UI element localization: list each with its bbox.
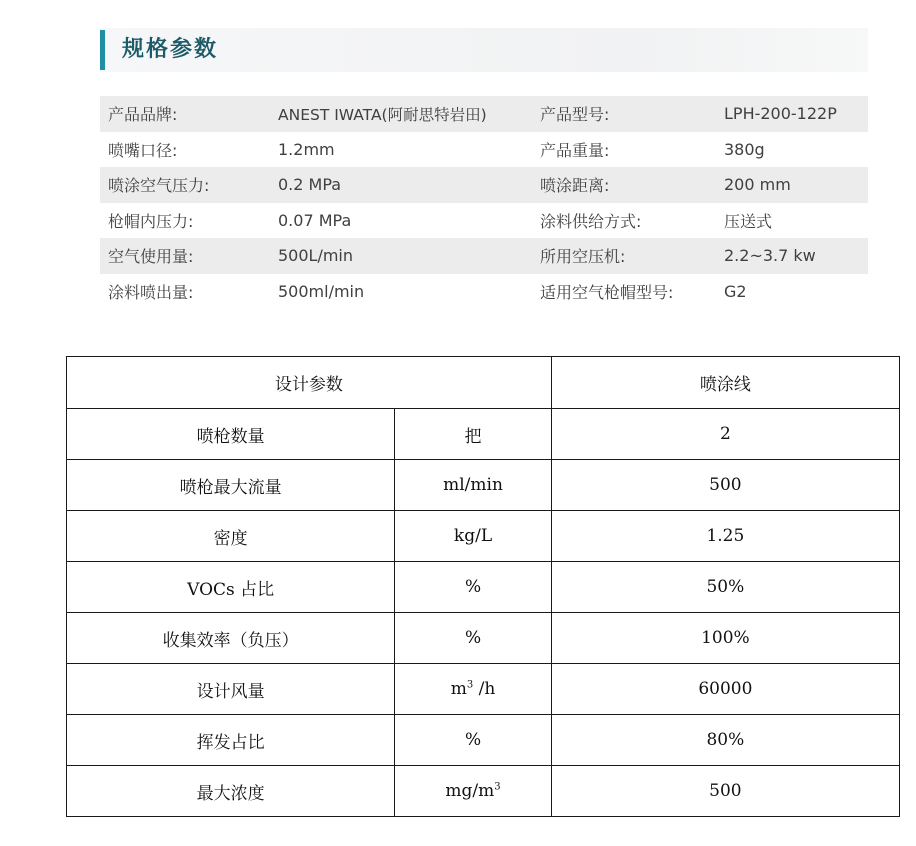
spec-value: 200 mm (724, 167, 868, 203)
unit-superscript: 3 (466, 679, 474, 691)
spec-row (100, 238, 868, 274)
spec-label: 喷嘴口径: (108, 140, 178, 160)
spec-value: 0.07 MPa (278, 210, 352, 230)
spec-value: 压送式 (724, 211, 773, 231)
spec-value: 0.2 MPa (278, 167, 540, 203)
param-value: 500 (551, 766, 899, 817)
spec-value: 500ml/min (278, 281, 365, 301)
param-unit: % (395, 562, 551, 613)
table-row (67, 664, 900, 715)
table-row (67, 562, 900, 613)
param-unit (395, 766, 551, 817)
table-row (67, 766, 900, 817)
param-value: 60000 (551, 664, 899, 715)
param-value: 100% (551, 613, 899, 664)
table-row (67, 511, 900, 562)
spec-label: 喷涂距离: (540, 167, 724, 203)
spec-label: 喷涂空气压力: (100, 167, 278, 203)
spec-section-header (100, 28, 868, 72)
param-unit: ml/min (395, 460, 551, 511)
param-unit: 把 (395, 409, 551, 460)
param-name: 最大浓度 (67, 766, 395, 817)
table-row (67, 409, 900, 460)
spec-value: ANEST IWATA(阿耐思特岩田) (278, 96, 540, 132)
param-value: 1.25 (551, 511, 899, 562)
param-value: 2 (551, 409, 899, 460)
unit-superscript: 3 (494, 781, 501, 793)
param-unit: % (395, 715, 551, 766)
spec-label: 产品品牌: (100, 96, 278, 132)
param-value: 50% (551, 562, 899, 613)
param-name: 设计风量 (67, 664, 395, 715)
param-name: 收集效率（负压） (67, 613, 395, 664)
spec-label: 产品重量: (540, 140, 610, 160)
design-header-param: 设计参数 (67, 357, 552, 409)
spec-label: 产品型号: (540, 96, 724, 132)
param-value: 500 (551, 460, 899, 511)
design-header-row (67, 357, 900, 409)
table-row (67, 715, 900, 766)
spec-row (100, 167, 868, 203)
spec-row (100, 274, 868, 310)
spec-label: 枪帽内压力: (108, 211, 194, 231)
table-row (67, 613, 900, 664)
spec-row (100, 132, 868, 168)
table-row (67, 460, 900, 511)
param-name: 密度 (67, 511, 395, 562)
param-unit: kg/L (395, 511, 551, 562)
spec-label: 涂料喷出量: (108, 282, 194, 302)
spec-row (100, 203, 868, 239)
spec-table (100, 96, 868, 309)
param-unit: % (395, 613, 551, 664)
spec-value: 380g (724, 139, 765, 159)
spec-value: LPH-200-122P (724, 96, 868, 132)
spec-label: 空气使用量: (100, 238, 278, 274)
param-name: VOCs 占比 (67, 562, 395, 613)
spec-row (100, 96, 868, 132)
spec-value: 500L/min (278, 238, 540, 274)
accent-bar (100, 30, 105, 70)
spec-title: 规格参数 (122, 37, 219, 62)
spec-value: 1.2mm (278, 139, 335, 159)
spec-label: 所用空压机: (540, 238, 724, 274)
unit-base: mg/m (445, 781, 495, 801)
design-header-line: 喷涂线 (551, 357, 899, 409)
spec-label: 适用空气枪帽型号: (540, 282, 674, 302)
spec-label: 涂料供给方式: (540, 211, 642, 231)
param-name: 喷枪数量 (67, 409, 395, 460)
param-name: 喷枪最大流量 (67, 460, 395, 511)
param-value: 80% (551, 715, 899, 766)
unit-tail: /h (473, 679, 496, 699)
spec-value: 2.2~3.7 kw (724, 238, 868, 274)
design-table (66, 356, 900, 817)
unit-base: m (450, 679, 467, 699)
spec-value: G2 (724, 281, 747, 301)
param-name: 挥发占比 (67, 715, 395, 766)
param-unit (395, 664, 551, 715)
